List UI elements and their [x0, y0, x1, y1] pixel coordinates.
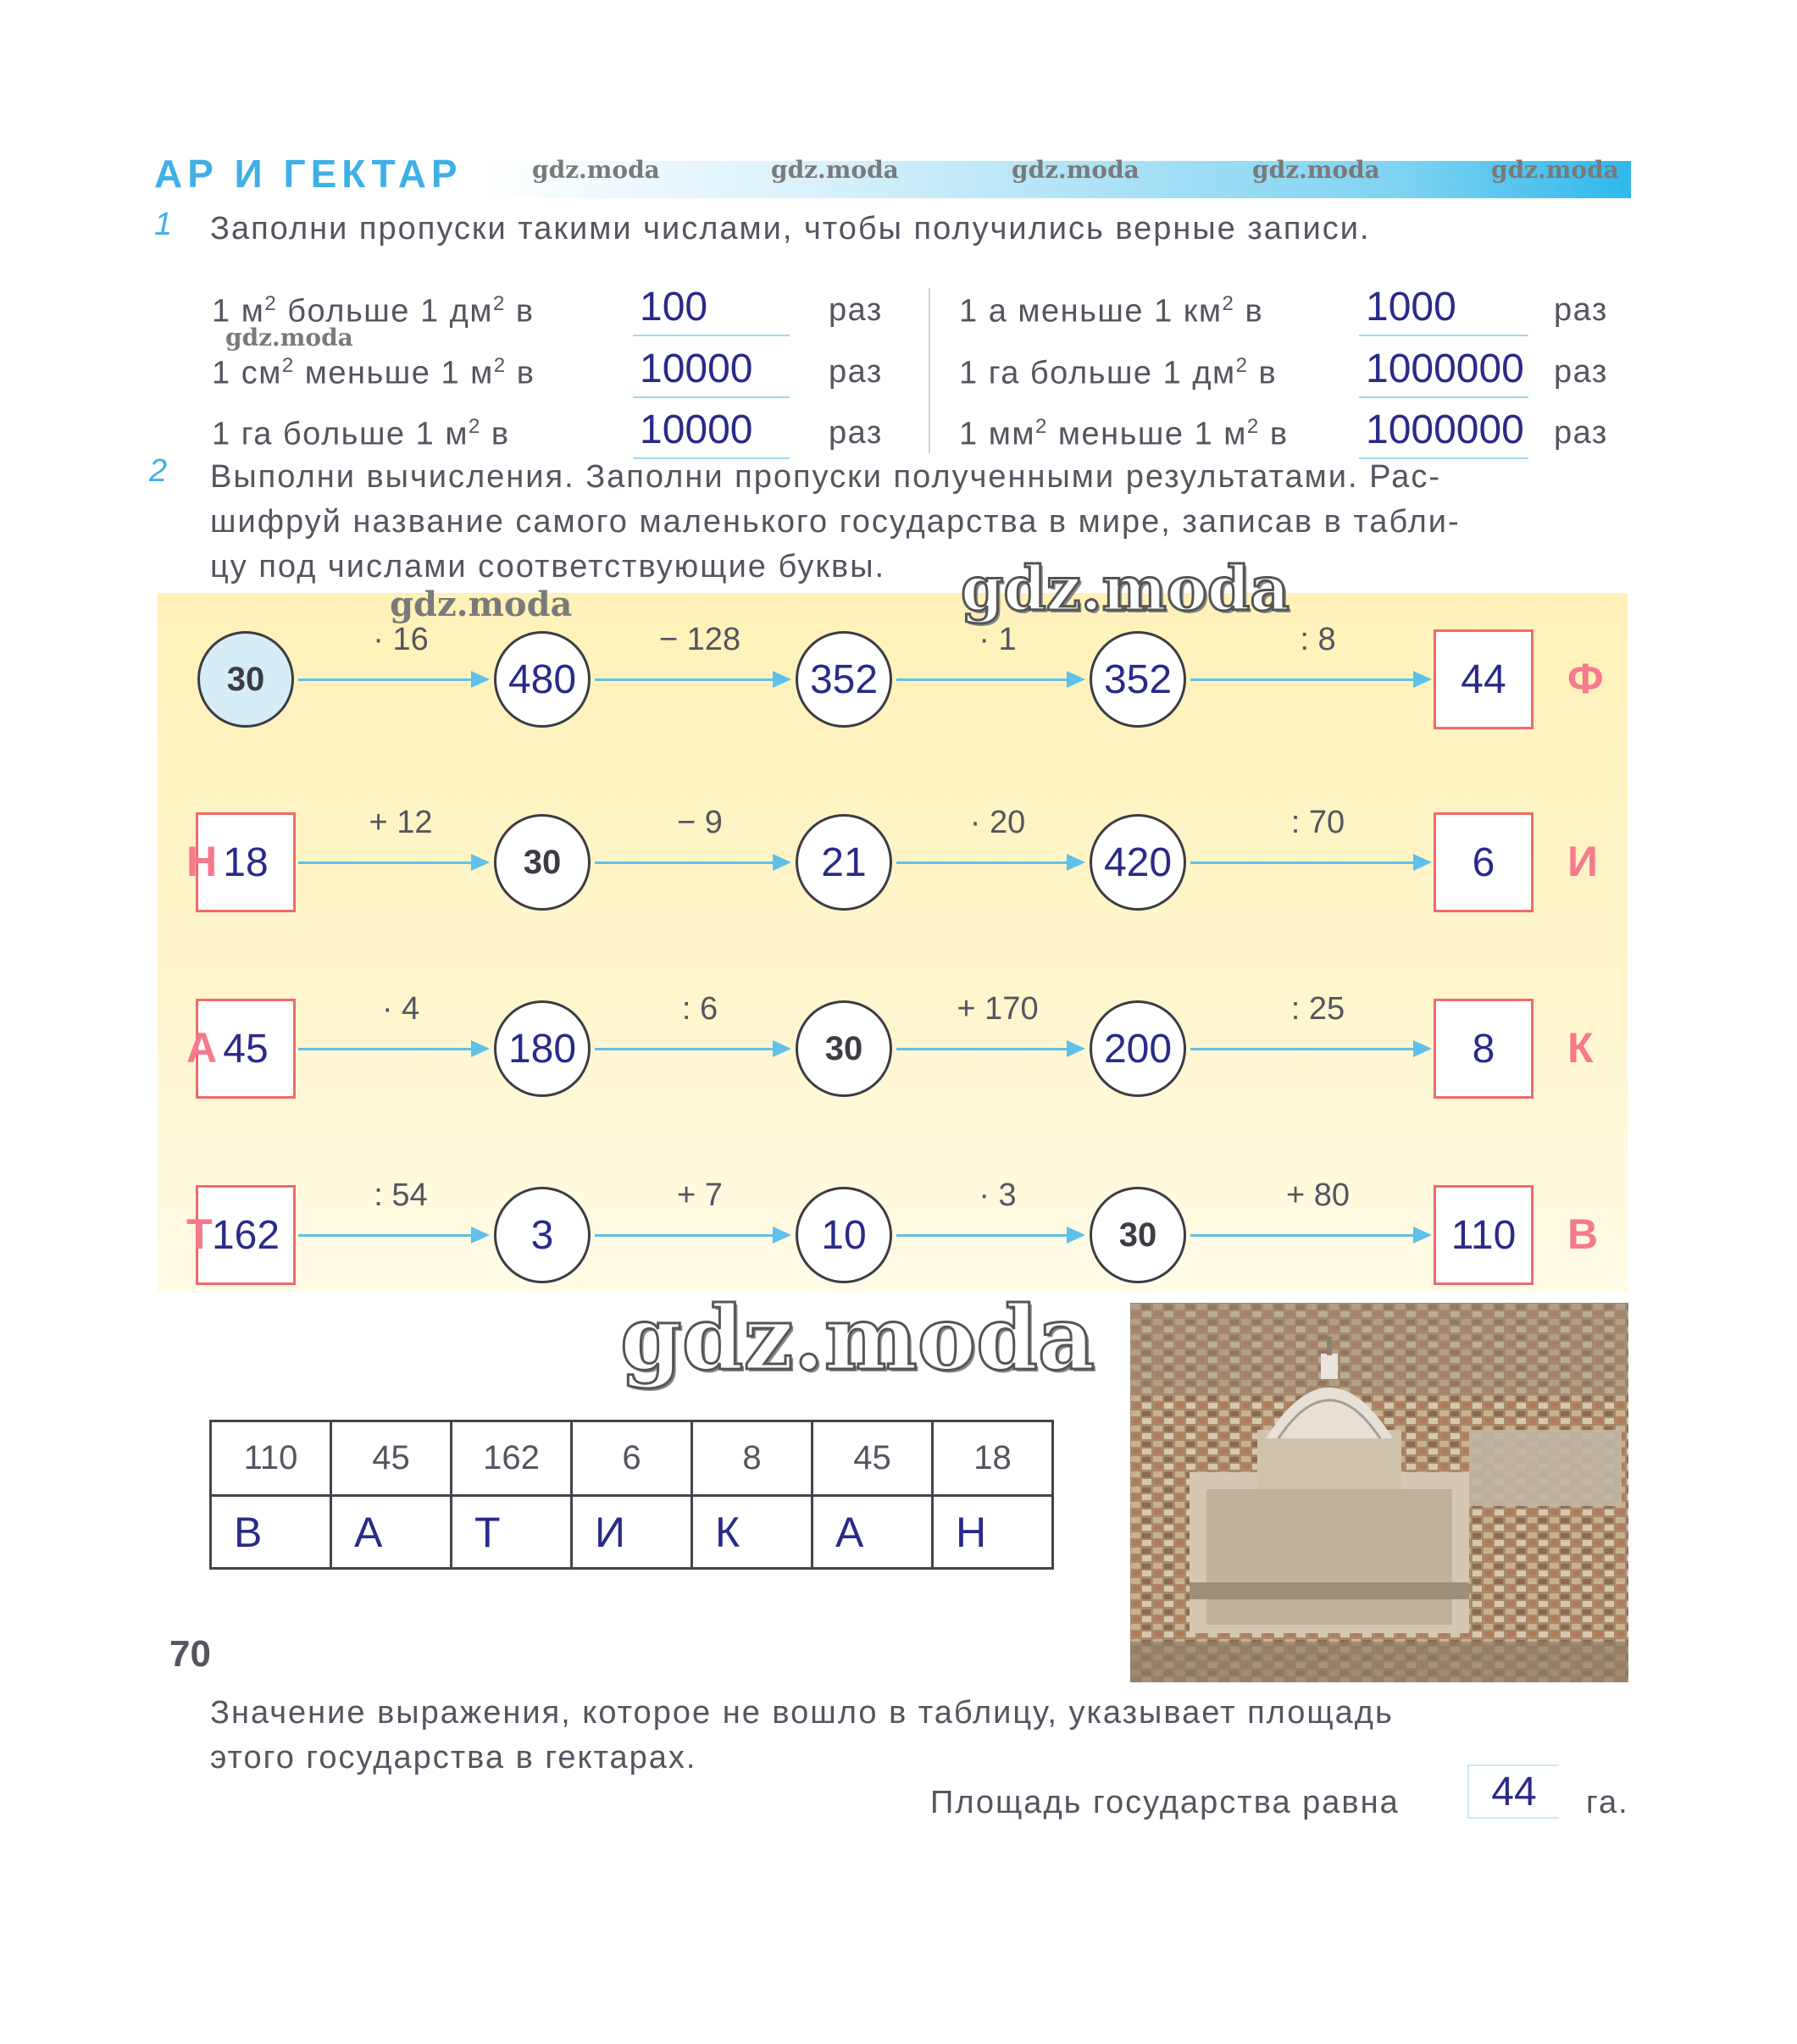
table-letter-cell: И — [572, 1496, 692, 1569]
chain-operation: · 16 — [373, 622, 429, 657]
answer-underline — [633, 396, 790, 398]
fill-row — [212, 415, 510, 453]
table-letter-cell: К — [692, 1496, 813, 1569]
fill-row-text: в — [505, 293, 535, 330]
chain-operation: · 20 — [969, 805, 1026, 840]
fill-row-text: больше 1 дм — [1019, 355, 1236, 391]
fill-row-sup: 2 — [492, 292, 506, 315]
task-instruction: Заполни пропуски такими числами, чтобы получились верные записи. — [210, 211, 1371, 246]
chain-operation: : 6 — [681, 991, 718, 1027]
fill-row-text: в — [506, 355, 535, 391]
chain-circle: 420 — [1090, 814, 1186, 911]
chain-start-box: 45 — [196, 999, 296, 1099]
vatican-photo — [1130, 1303, 1628, 1682]
chain-arrow — [1190, 861, 1428, 864]
fill-row-text: 1 а — [959, 293, 1008, 330]
chain-letter: К — [1567, 1024, 1594, 1072]
fill-row-text: меньше 1 м — [294, 355, 494, 391]
chain-operation: · 4 — [381, 991, 420, 1027]
fill-row-text: меньше 1 км — [1007, 293, 1223, 330]
chain-arrow — [298, 679, 486, 681]
fill-row — [212, 354, 535, 392]
watermark: gdz.moda — [771, 156, 899, 184]
watermark: gdz.moda — [390, 584, 573, 624]
answer-value: 10000 — [640, 346, 753, 391]
chain-operation: : 25 — [1290, 991, 1345, 1027]
watermark: gdz.moda — [1491, 156, 1619, 184]
fill-row — [959, 354, 1277, 392]
fill-row-text: больше 1 м — [272, 416, 469, 452]
chain-arrow — [595, 1048, 788, 1050]
answer-value: 1000000 — [1366, 407, 1524, 452]
chain-circle: 21 — [796, 814, 892, 911]
fill-row-sup: 2 — [468, 415, 481, 438]
chain-operation: : 70 — [1290, 805, 1345, 840]
chain-circle: 200 — [1090, 1000, 1186, 1097]
answer-value: 1000000 — [1366, 346, 1524, 391]
chain-circle: 352 — [796, 631, 892, 728]
unit-label: раз — [829, 292, 883, 328]
chain-start-circle: 30 — [197, 631, 294, 728]
watermark: gdz.moda — [961, 552, 1290, 624]
fill-row-sup: 2 — [1246, 415, 1260, 438]
answer-value: 1000 — [1366, 285, 1456, 330]
fill-row-text: 1 га — [959, 355, 1020, 391]
chain-arrow — [595, 861, 788, 864]
answer-table — [209, 1420, 1054, 1570]
chain-letter: Ф — [1567, 655, 1604, 702]
unit-label: раз — [829, 415, 883, 451]
fill-row — [959, 415, 1289, 453]
chain-letter: В — [1567, 1210, 1599, 1258]
chain-operation: − 128 — [658, 622, 741, 657]
unit-label: раз — [829, 354, 883, 390]
task-instruction-line: Выполни вычисления. Заполни пропуски полученными результатами. Рас- — [210, 459, 1442, 495]
chain-end-box: 6 — [1434, 812, 1534, 912]
table-number-cell: 110 — [211, 1421, 331, 1496]
answer-underline — [633, 335, 790, 336]
fill-row-sup: 2 — [264, 292, 278, 315]
unit-label: раз — [1554, 354, 1608, 390]
fill-row-sup: 2 — [493, 354, 507, 377]
chain-circle: 480 — [494, 631, 591, 728]
table-number-cell: 45 — [331, 1421, 452, 1496]
table-number-cell: 45 — [813, 1421, 933, 1496]
chain-arrow — [298, 1048, 486, 1050]
area-label: Площадь государства равна — [930, 1785, 1400, 1820]
chain-circle: 30 — [796, 1000, 892, 1097]
answer-underline — [1359, 396, 1528, 398]
table-letter-cell: Т — [452, 1496, 572, 1569]
chain-operation: · 3 — [979, 1177, 1017, 1213]
chain-operation: + 7 — [677, 1177, 723, 1213]
chain-operation: : 54 — [374, 1177, 428, 1213]
table-number-cell: 6 — [572, 1421, 692, 1496]
watermark: gdz.moda — [1252, 156, 1380, 184]
bottom-text-line: Значение выражения, которое не вошло в таблицу, указывает площадь — [210, 1695, 1394, 1731]
unit-label: раз — [1554, 292, 1608, 328]
chain-operation: + 170 — [957, 991, 1039, 1027]
fill-row — [959, 292, 1263, 330]
fill-row-sup: 2 — [1235, 354, 1249, 377]
task-instruction-line: шифруй название самого маленького государства в мире, записав в табли- — [210, 504, 1461, 540]
table-number-cell: 8 — [692, 1421, 813, 1496]
chain-arrow — [1190, 1048, 1428, 1050]
fill-row-sup: 2 — [1034, 415, 1048, 438]
chain-start-box: 162 — [196, 1185, 296, 1285]
chain-operation: : 8 — [1300, 622, 1336, 657]
fill-row-text: в — [1234, 293, 1264, 330]
task-number: 2 — [149, 453, 168, 489]
chain-arrow — [1190, 1234, 1428, 1237]
bottom-text-line: этого государства в гектарах. — [210, 1740, 697, 1775]
chain-operation: + 80 — [1285, 1177, 1351, 1213]
chain-letter: И — [1567, 838, 1598, 885]
fill-row-text: 1 см — [212, 355, 282, 391]
chain-arrow — [298, 1234, 486, 1237]
answer-value: 10000 — [640, 407, 753, 452]
chain-end-box: 110 — [1434, 1185, 1534, 1285]
chain-end-box: 8 — [1434, 999, 1534, 1099]
area-unit: га. — [1586, 1785, 1629, 1820]
watermark: gdz.moda — [620, 1286, 1095, 1390]
chain-arrow — [896, 861, 1082, 864]
table-letter-cell: В — [211, 1496, 331, 1569]
task-number: 1 — [154, 207, 173, 242]
chain-start-box: 18 — [196, 812, 296, 912]
chain-arrow — [595, 1234, 788, 1237]
answer-value: 100 — [640, 285, 708, 330]
chain-operation: − 9 — [677, 805, 723, 840]
page-number: 70 — [169, 1633, 211, 1675]
fill-row-text: 1 мм — [959, 416, 1035, 452]
chain-arrow — [1190, 679, 1428, 681]
fill-row-sup: 2 — [281, 354, 295, 377]
chain-circle: 30 — [1090, 1187, 1186, 1283]
section-title: АР И ГЕКТАР — [154, 152, 463, 196]
fill-row-text: в — [1259, 416, 1289, 452]
table-letter-cell: Н — [933, 1496, 1053, 1569]
chain-circle: 10 — [796, 1187, 892, 1283]
table-letter-cell: А — [813, 1496, 933, 1569]
table-number-cell: 18 — [933, 1421, 1053, 1496]
chain-letter: Н — [186, 838, 218, 885]
chain-circle: 30 — [494, 814, 591, 911]
chain-end-box: 44 — [1434, 629, 1534, 729]
chain-letter: Т — [186, 1210, 213, 1258]
fill-row-text: больше 1 дм — [277, 293, 493, 330]
chain-arrow — [298, 861, 486, 864]
chain-circle: 352 — [1090, 631, 1186, 728]
table-number-cell: 162 — [452, 1421, 572, 1496]
chain-operation: · 1 — [979, 622, 1017, 657]
answer-underline — [1359, 335, 1528, 336]
fill-row-sup: 2 — [1222, 292, 1235, 315]
column-divider — [929, 288, 930, 453]
fill-row-text: 1 га — [212, 416, 273, 452]
fill-row-text: 1 м — [212, 293, 265, 330]
watermark: gdz.moda — [225, 324, 353, 352]
watermark: gdz.moda — [532, 156, 660, 184]
area-answer-box: 44 — [1467, 1764, 1559, 1819]
fill-row-text: в — [1248, 355, 1278, 391]
watermark: gdz.moda — [1012, 156, 1140, 184]
chain-operation: + 12 — [369, 805, 433, 840]
fill-row-text: в — [480, 416, 510, 452]
chain-circle: 3 — [494, 1187, 591, 1283]
chain-arrow — [896, 679, 1082, 681]
chain-circle: 180 — [494, 1000, 591, 1097]
chain-letter: А — [186, 1024, 218, 1072]
unit-label: раз — [1554, 415, 1608, 451]
chain-arrow — [896, 1234, 1082, 1237]
chain-arrow — [595, 679, 788, 681]
table-letter-cell: А — [331, 1496, 452, 1569]
task-instruction-line: цу под числами соответствующие буквы. — [210, 549, 886, 584]
fill-row-text: меньше 1 м — [1047, 416, 1247, 452]
chain-arrow — [896, 1048, 1082, 1050]
